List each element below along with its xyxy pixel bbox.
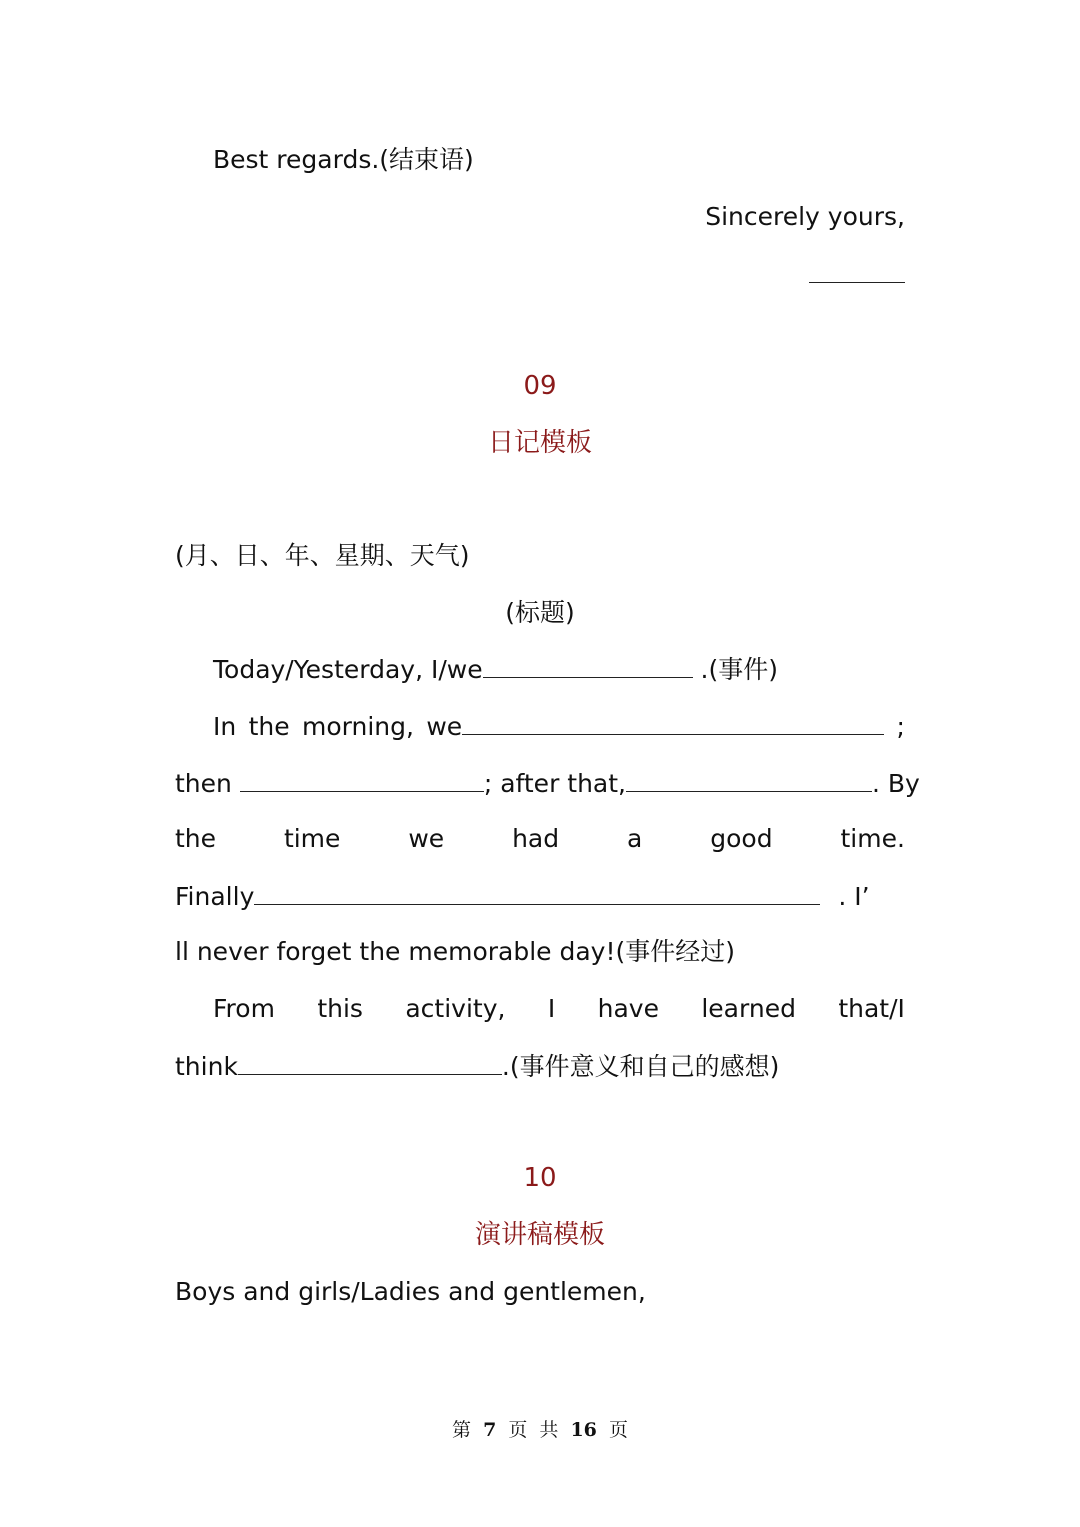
event-blank: [483, 651, 693, 678]
diary-line-2-end: ;: [896, 712, 905, 741]
diary-word: a: [627, 824, 643, 853]
diary-word: learned: [701, 994, 796, 1023]
footer-total-pages: 16: [570, 1419, 597, 1441]
think-blank: [238, 1048, 502, 1075]
diary-line-7: [213, 991, 905, 1027]
signature-blank: [175, 256, 905, 293]
diary-line-8-start: think: [175, 1052, 238, 1081]
diary-line-4: [175, 821, 905, 857]
closing-line: Best regards.(结束语): [213, 145, 474, 174]
heading-placeholder: (标题): [505, 598, 575, 627]
signature-underline: [809, 256, 905, 283]
diary-line-2: [213, 708, 905, 745]
diary-word: I: [547, 994, 556, 1023]
then-blank: [240, 765, 484, 792]
diary-word: have: [597, 994, 659, 1023]
finally-blank: [254, 878, 820, 905]
diary-word: morning,: [302, 712, 414, 741]
diary-word: that/I: [838, 994, 905, 1023]
footer-middle: 页 共: [508, 1419, 559, 1441]
diary-line-5-start: Finally: [175, 882, 255, 911]
footer-current-page: 7: [483, 1419, 497, 1441]
diary-line-1: [213, 651, 905, 688]
diary-word: the: [248, 712, 290, 741]
diary-word: we: [408, 824, 445, 853]
diary-line-5-end: . I’: [838, 882, 870, 911]
diary-word: we: [426, 712, 463, 741]
section-title-speech: 演讲稿模板: [474, 1220, 605, 1250]
footer-prefix: 第: [452, 1419, 472, 1441]
section-title-diary: 日记模板: [487, 428, 592, 458]
diary-word: time.: [840, 824, 905, 853]
after-that-blank: [626, 765, 872, 792]
date-weather-line: (月、日、年、星期、天气): [175, 541, 470, 570]
diary-word: In: [213, 712, 237, 741]
diary-line-5: [175, 878, 905, 915]
morning-blank: [462, 708, 884, 735]
diary-word: the: [175, 824, 217, 853]
diary-word: had: [512, 824, 560, 853]
diary-line-3-start: then: [175, 769, 240, 798]
diary-word: From: [213, 994, 275, 1023]
diary-line-1-end: .(事件): [692, 655, 779, 684]
diary-word: time: [283, 824, 341, 853]
diary-line-8-end: .(事件意义和自己的感想): [501, 1052, 780, 1081]
diary-line-3-mid: ; after that,: [483, 769, 627, 798]
page-footer: [175, 1416, 905, 1444]
diary-line-3: [175, 765, 920, 802]
speech-greeting: Boys and girls/Ladies and gentlemen,: [175, 1277, 646, 1306]
diary-word: good: [710, 824, 773, 853]
diary-line-8: [175, 1048, 905, 1085]
footer-suffix: 页: [608, 1419, 628, 1441]
diary-line-3-end: . By: [872, 769, 920, 798]
diary-line-1-start: Today/Yesterday, I/we: [213, 655, 483, 684]
diary-line-6: ll never forget the memorable day!(事件经过): [175, 937, 736, 966]
diary-word: this: [317, 994, 363, 1023]
diary-word: activity,: [405, 994, 506, 1023]
signoff-line: Sincerely yours,: [705, 202, 905, 231]
section-number-09: 09: [523, 371, 557, 401]
section-number-10: 10: [523, 1163, 557, 1193]
